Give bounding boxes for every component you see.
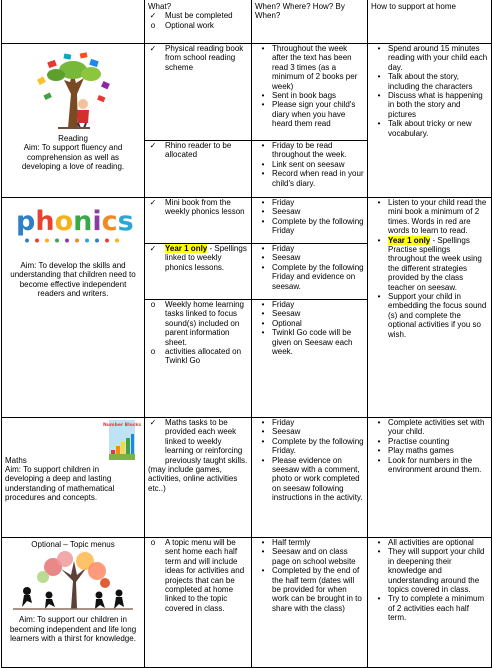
maths-when-item [255, 437, 364, 456]
topic-when-list [255, 538, 364, 613]
maths-support-item [371, 446, 488, 455]
maths-when-text: Please evidence on seesaw with a comment, photo or work completed on seesaw following instructions in the activity. [272, 455, 363, 503]
maths-what [145, 418, 252, 538]
topic-what [145, 538, 252, 668]
maths-what-item: ✓ Maths tasks to be provided each week linked to weekly learning or reinforcing previously taught skills. [149, 418, 248, 465]
phonics-logo-letter: h [35, 206, 55, 237]
phonics-logo-dot [45, 239, 49, 243]
bullet-marker: o [150, 20, 156, 30]
reading-when-2 [252, 141, 368, 198]
maths-support-list [371, 418, 488, 474]
topic-what-item: o A topic menu will be sent home each half term and will include ideas for activities and projects that can be completed at home linked to the topic covered in class. [150, 538, 245, 613]
maths-when-text: Friday [272, 418, 295, 427]
reading-row-1 [2, 44, 492, 141]
topic-when-item [255, 538, 364, 547]
phonics-label-cell [2, 198, 145, 418]
maths-when-text: Seesaw [272, 427, 301, 437]
phonics-what-2-text: - Spellings linked to weekly phonics lessons. [165, 244, 247, 272]
header-when-cell [252, 0, 368, 44]
bullet-marker: • [261, 318, 265, 328]
bullet-marker: ✓ [149, 141, 157, 150]
phonics-what-3-list [148, 300, 248, 366]
maths-support-item [371, 418, 488, 437]
phonics-what-1-list [148, 198, 248, 217]
phonics-support-text-3: Support your child in embedding the focus sound (s) and complete the optional activities if you so wish. [388, 292, 487, 339]
bullet-marker: • [261, 455, 265, 465]
read-what-2-item [148, 141, 248, 160]
read-when-2-item [255, 141, 364, 160]
bullet-marker: • [377, 547, 381, 557]
read-support-text: Talk about tricky or new vocabulary. [388, 119, 472, 138]
phonics-support-text-1: Listen to your child read the mini book a minimum of 2 times. Words in red are words to learn to read. [388, 198, 487, 236]
topic-title: Optional – Topic menus [31, 540, 115, 549]
header-what-list [148, 2, 248, 30]
phonics-support-text-2: - Spellings Practise spellings throughout the week using the different strategies provided by the class teacher on seesaw. [388, 235, 482, 292]
bullet-marker: • [377, 594, 381, 604]
read-when-1-item [255, 100, 364, 128]
phonics-support-item-3: • Support your child in embedding the focus sound (s) and complete the optional activities if you so wish. [377, 292, 487, 339]
ph-when-3-text: Seesaw [272, 309, 301, 319]
read-when-1-item [255, 44, 364, 91]
topic-row [2, 538, 492, 668]
read-what-1-item [148, 44, 248, 72]
maths-when [252, 418, 368, 538]
ph-when-3-text: Twinkl Go code will be given on Seesaw each week. [272, 328, 353, 357]
maths-support-text: Look for numbers in the environment around them. [388, 455, 482, 475]
maths-support-text: Play maths games [388, 446, 454, 456]
ph-when-2-item [255, 253, 364, 262]
ph-what-3-item [148, 347, 248, 366]
bullet-marker: ✓ [149, 44, 157, 53]
ph-when-1-item [255, 198, 364, 207]
ph-when-1-item [255, 217, 364, 236]
read-when-1-text: Please sign your child's diary when you have heard them read [272, 100, 356, 129]
bullet-marker: • [377, 44, 381, 53]
maths-when-item [255, 427, 364, 436]
topic-seasons-image [13, 551, 133, 613]
bullet-marker: ✓ [149, 11, 157, 21]
hdr-list-text: Optional work [165, 20, 214, 30]
topic-label-cell [2, 538, 145, 668]
phonics-support-item-2: • Year 1 only - Spellings Practise spellings throughout the week using the different strategies provided by the class teacher on seesaw. [377, 235, 482, 292]
topic-what-list [148, 538, 248, 613]
reading-support-cell [368, 44, 492, 198]
read-support-item [371, 72, 488, 91]
bullet-marker: • [261, 436, 265, 446]
topic-support-text: They will support your child in deepening their knowledge and understanding around the topics covered in class. [388, 547, 485, 595]
ph-when-1-item [255, 207, 364, 216]
maths-header [5, 418, 141, 478]
reading-what-1 [145, 44, 252, 141]
reading-aim: Aim: To support fluency and comprehension as well as developing a love of reading. [21, 143, 125, 172]
maths-when-item [255, 418, 364, 427]
phonics-logo-letter: p [16, 206, 36, 237]
reading-tree-image [28, 48, 118, 130]
reading-when-2-list [255, 141, 364, 188]
ph-when-2-item [255, 244, 364, 253]
header-support-cell [368, 0, 492, 44]
reading-what-2-list [148, 141, 248, 160]
topic-support-item [371, 538, 488, 547]
bullet-marker: • [261, 91, 265, 101]
numberblocks-logo-text: Number Blocks [102, 423, 142, 428]
maths-support-item [371, 437, 488, 446]
bullet-marker: • [261, 159, 265, 169]
phonics-logo-dots [22, 238, 122, 243]
ph-what-3-item [148, 300, 248, 347]
phonics-support-cell [368, 198, 492, 418]
topic-support-text: Try to complete a minimum of 2 activities each half term. [388, 594, 485, 623]
phonics-logo-dot [35, 239, 39, 243]
phonics-logo-dot [115, 239, 119, 243]
maths-what-note: (may include games, activities, online activities etc..) [148, 465, 238, 493]
bullet-marker: • [261, 44, 265, 53]
header-when-label: When? Where? How? By When? [255, 2, 345, 21]
bullet-marker: • [261, 262, 265, 272]
topic-when-text: Half termly [272, 538, 311, 547]
ph-when-3-text: Friday [272, 300, 295, 309]
bullet-marker: • [261, 216, 265, 226]
ph-when-2-text: Seesaw [272, 253, 301, 263]
bullet-marker: • [261, 418, 265, 427]
reading-when-1 [252, 44, 368, 141]
phonics-what-1 [145, 198, 252, 244]
bullet-marker: • [261, 427, 265, 437]
phonics-logo-dot [65, 239, 69, 243]
read-support-text: Spend around 15 minutes reading with your child each day. [388, 44, 488, 72]
topic-aim: Aim: To support our children in becoming independent and life long learners with a thirst for knowledge. [9, 615, 137, 644]
read-when-1-item [255, 91, 364, 100]
hdr-list-text: What? [148, 2, 172, 11]
reading-support-list [371, 44, 488, 138]
header-row [2, 0, 492, 44]
read-when-2-text: Friday to be read throughout the week. [272, 141, 347, 160]
phonics-support-list [371, 198, 488, 339]
year1-highlight: Year 1 only [165, 244, 208, 253]
phonics-when-1-list [255, 198, 364, 236]
phonics-logo-letter: i [92, 206, 102, 237]
phonics-logo-letter: c [101, 206, 118, 237]
maths-when-text: Complete by the following Friday. [272, 436, 364, 456]
phonics-when-2-list [255, 244, 364, 291]
read-support-item [371, 119, 488, 138]
hdr-list-item [148, 21, 248, 30]
topic-when-item [255, 547, 364, 566]
read-when-2-text: Record when read in your child's diary. [272, 169, 364, 188]
topic-support [368, 538, 492, 668]
reading-title: Reading [58, 134, 88, 143]
bullet-marker: • [261, 169, 265, 179]
read-when-1-text: Sent in book bags [272, 91, 337, 101]
bullet-marker: • [377, 418, 381, 427]
phonics-logo-letter: o [54, 206, 74, 237]
topic-what-text: A topic menu will be sent home each half term and will include ideas for activities and projects that can be completed at home linked to the topic covered in class. [165, 538, 245, 613]
bullet-marker: • [261, 198, 265, 207]
phonics-logo-dot [105, 239, 109, 243]
phonics-logo-dot [85, 239, 89, 243]
hdr-list-item [148, 2, 248, 11]
phonics-what-2-item: ✓ Year 1 only - Spellings linked to weekly phonics lessons. [149, 244, 247, 272]
bullet-marker: • [261, 309, 265, 319]
ph-when-1-text: Friday [272, 198, 295, 207]
maths-support-item [371, 456, 488, 475]
phonics-aim: Aim: To develop the skills and understanding that children need to become effective independent readers and writers. [10, 261, 136, 299]
header-col0 [2, 0, 145, 44]
ph-when-3-item [255, 319, 364, 328]
maths-row [2, 418, 492, 538]
phonics-logo-letter: n [73, 206, 93, 237]
ph-when-2-text: Complete by the following Friday and evidence on seesaw. [272, 262, 364, 291]
bullet-marker: • [377, 455, 381, 465]
maths-label-cell [2, 418, 145, 538]
phonics-logo-dot [55, 239, 59, 243]
topic-support-item [371, 594, 488, 622]
bullet-marker: • [261, 300, 265, 309]
phonics-when-1 [252, 198, 368, 244]
read-what-1-text: Physical reading book from school reading scheme [165, 44, 244, 72]
bullet-marker: o [150, 347, 156, 357]
ph-when-1-text: Complete by the following Friday [272, 216, 364, 236]
bullet-marker: • [377, 72, 381, 82]
topic-when-text: Seesaw and on class page on school website [272, 547, 356, 566]
phonics-what-1-item: ✓ Mini book from the weekly phonics lesson [149, 198, 245, 217]
bullet-marker: • [261, 538, 265, 547]
bullet-marker: • [377, 91, 381, 101]
ph-when-3-item [255, 328, 364, 356]
topic-when [252, 538, 368, 668]
bullet-marker: • [261, 253, 265, 263]
reading-what-1-list [148, 44, 248, 72]
ph-when-2-item [255, 263, 364, 291]
hdr-list-text: Must be completed [165, 11, 233, 21]
bullet-marker: • [261, 547, 265, 557]
year1-highlight: Year 1 only [388, 235, 431, 245]
read-support-text: Discuss what is happening in both the story and pictures [388, 91, 483, 119]
ph-what-3-text: Weekly home learning tasks linked to focus sound(s) included on parent information sheet. [165, 300, 245, 347]
bullet-marker: • [261, 100, 265, 110]
bullet-marker: • [261, 328, 265, 338]
read-support-item [371, 44, 488, 72]
maths-what-text: Maths tasks to be provided each week linked to weekly learning or reinforcing previously taught skills. [165, 418, 248, 465]
maths-support-text: Practise counting [388, 436, 450, 446]
read-what-2-text: Rhino reader to be allocated [165, 141, 232, 160]
phonics-when-3-list [255, 300, 364, 356]
phonics-what-1-text: Mini book from the weekly phonics lesson [165, 198, 245, 217]
maths-when-item [255, 456, 364, 503]
ph-what-3-text: activities allocated on Twinkl Go [165, 347, 242, 366]
topic-support-list [371, 538, 488, 623]
maths-support-text: Complete activities set with your child. [388, 418, 485, 437]
read-when-1-text: Throughout the week after the text has been read 3 times (as a minimum of 2 books per week) [272, 44, 358, 91]
ph-when-2-text: Friday [272, 244, 295, 253]
phonics-logo-dot [25, 239, 29, 243]
phonics-support-item-1: • Listen to your child read the mini book a minimum of 2 times. Words in red are words to learn to read. [377, 198, 487, 236]
maths-when-list [255, 418, 364, 503]
topic-support-text: All activities are optional [388, 538, 474, 547]
maths-title: Maths [5, 456, 27, 465]
header-what-cell [145, 0, 252, 44]
read-support-item [371, 91, 488, 119]
bullet-marker: • [261, 566, 265, 576]
ph-when-1-text: Seesaw [272, 207, 301, 217]
read-when-2-text: Link sent on seesaw [272, 159, 345, 169]
read-support-text: Talk about the story, including the characters [388, 72, 473, 91]
bullet-marker: • [261, 141, 265, 150]
numberblocks-image [102, 420, 142, 460]
read-when-2-item [255, 160, 364, 169]
bullet-marker: • [261, 207, 265, 217]
phonics-logo-letter: s [117, 206, 134, 237]
maths-what-list [148, 418, 248, 465]
phonics-when-3 [252, 300, 368, 418]
maths-support [368, 418, 492, 538]
hdr-list-item [148, 11, 248, 20]
topic-when-text: Completed by the end of the half term (dates will be provided for when work can be brought in to share with the class) [272, 566, 362, 613]
bullet-marker: o [150, 300, 156, 309]
ph-when-3-item [255, 300, 364, 309]
phonics-logo [8, 203, 138, 249]
phonics-what-3 [145, 300, 252, 418]
bullet-marker: • [261, 244, 265, 253]
phonics-what-2 [145, 244, 252, 300]
phonics-what-2-list [148, 244, 248, 272]
bullet-marker: • [377, 538, 381, 547]
bullet-marker: • [377, 119, 381, 129]
reading-when-1-list [255, 44, 364, 129]
bullet-marker: • [377, 446, 381, 456]
maths-aim: Aim: To support children in developing a deep and lasting understanding of mathematical procedures and concepts. [5, 465, 115, 503]
phonics-when-2 [252, 244, 368, 300]
reading-label-cell [2, 44, 145, 198]
home-learning-table [1, 0, 492, 668]
phonics-row-1 [2, 198, 492, 244]
phonics-logo-dot [95, 239, 99, 243]
topic-support-item [371, 547, 488, 594]
reading-what-2 [145, 141, 252, 198]
ph-when-3-item [255, 309, 364, 318]
read-when-2-item [255, 169, 364, 188]
phonics-logo-dot [75, 239, 79, 243]
ph-when-3-text: Optional [272, 318, 302, 328]
topic-when-item [255, 566, 364, 613]
header-support-label: How to support at home [371, 2, 456, 11]
phonics-logo-text [16, 207, 134, 237]
bullet-marker: • [377, 436, 381, 446]
